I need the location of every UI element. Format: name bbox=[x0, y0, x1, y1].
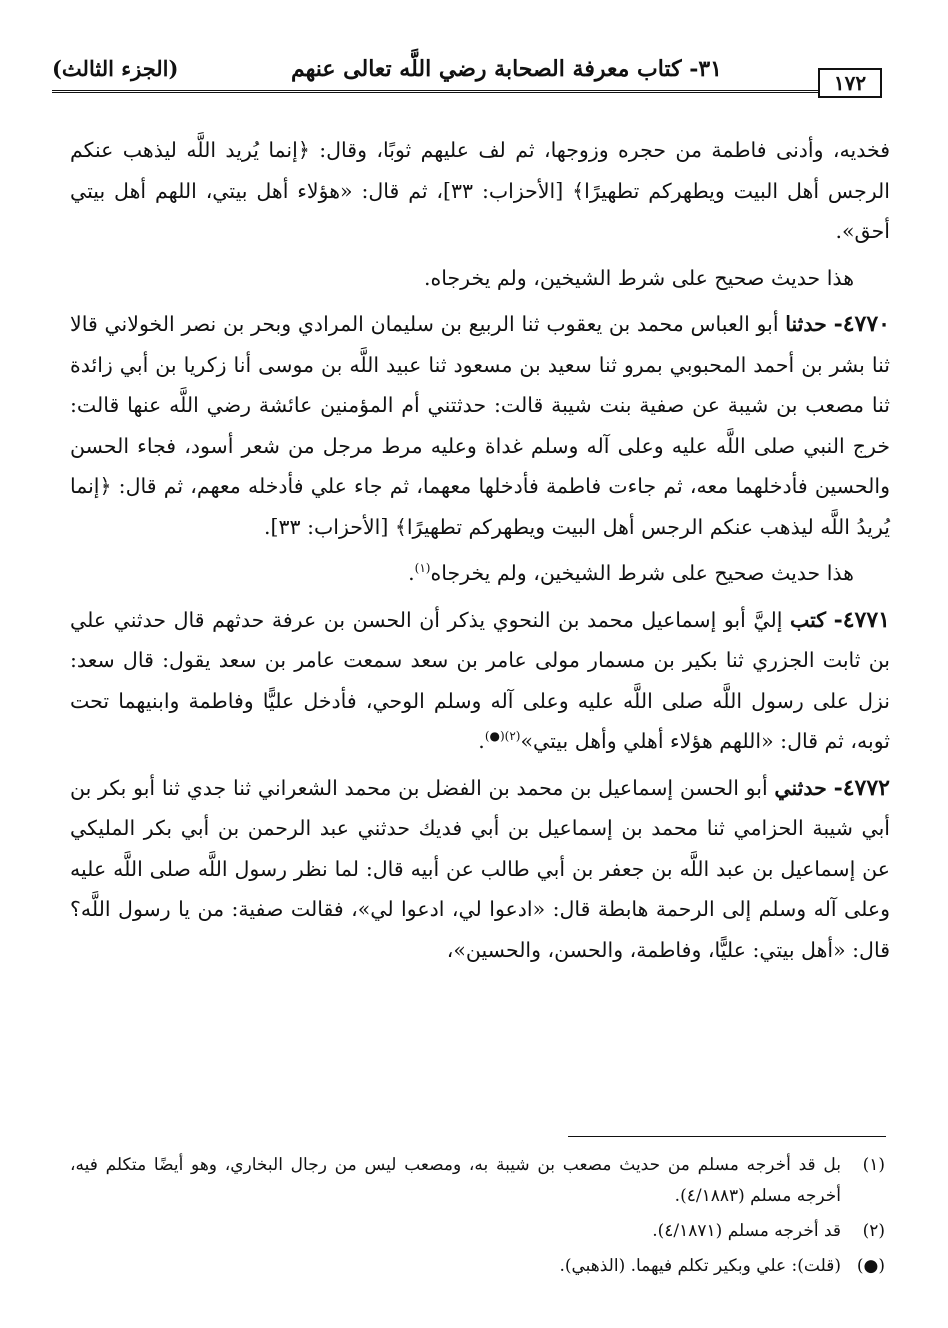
main-text bbox=[70, 130, 890, 976]
running-title: ٣١- كتاب معرفة الصحابة رضي اللَّه تعالى عنهم bbox=[290, 56, 722, 82]
footnote-text: بل قد أخرجه مسلم من حديث مصعب بن شيبة به، ومصعب ليس من رجال البخاري، وهو أيضًا متكلم فيه، أخرجه مسلم (٤/١٨٨٣). bbox=[70, 1155, 841, 1206]
hadith-lead-word: حدثنا bbox=[785, 312, 827, 336]
hadith-entry bbox=[70, 304, 890, 547]
page-number: ١٧٢ bbox=[818, 68, 882, 98]
volume-label: (الجزء الثالث) bbox=[52, 56, 179, 81]
hadith-grading bbox=[70, 553, 890, 594]
paragraph-text: فخديه، وأدنى فاطمة من حجره وزوجها، ثم لف عليهم ثوبًا، وقال: ﴿إنما يُريد اللَّه ليذهب عنكم الرجس أهل البيت ويطهركم تطهيرًا﴾ [الأحزاب: ٣٣]، ثم قال: «هؤلاء أهل بيتي، اللهم أهل بيتي أحق». bbox=[70, 138, 890, 243]
paragraph bbox=[70, 130, 890, 252]
hadith-text: أبو العباس محمد بن يعقوب ثنا الربيع بن سليمان المرادي وبحر بن نصر الخولاني قالا ثنا بشر بن أحمد المحبوبي بمرو ثنا سعيد بن مسعود ثنا عبيد اللَّه بن موسى أنا زكريا بن أبي زائدة ثنا مصعب بن شيبة عن صفية بنت شيبة قالت: حدثتني أم المؤمنين عائشة رضي اللَّه عنها قالت: خرج النبي صلى اللَّه عليه وعلى آله وسلم غداة وعليه مرط مرجل من شعر أسود، فجاء الحسن والحسين فأدخلهما معه، ثم جاءت فاطمة فأدخلها معهما، ثم جاء علي فأدخله معهم، ثم قال: ﴿إنما يُريدُ اللَّه ليذهب عنكم الرجس أهل البيت ويطهركم تطهيرًا﴾ [الأحزاب: ٣٣]. bbox=[70, 312, 890, 539]
footnotes bbox=[70, 1150, 885, 1286]
footnote-mark: (١) bbox=[862, 1155, 885, 1175]
hadith-number: ٤٧٧٠- bbox=[833, 311, 890, 337]
hadith-entry bbox=[70, 600, 890, 762]
footnote bbox=[70, 1251, 885, 1282]
footnote bbox=[70, 1216, 885, 1247]
header-divider bbox=[52, 90, 820, 93]
hadith-number: ٤٧٧١- bbox=[833, 606, 890, 633]
hadith-lead-word: حدثني bbox=[774, 775, 827, 800]
grading-text: هذا حديث صحيح على شرط الشيخين، ولم يخرجاه bbox=[430, 561, 854, 585]
hadith-number: ٤٧٧٢- bbox=[833, 774, 890, 801]
hadith-entry bbox=[70, 768, 890, 971]
grading-text: هذا حديث صحيح على شرط الشيخين، ولم يخرجاه. bbox=[423, 265, 854, 290]
footnote-divider bbox=[568, 1136, 886, 1137]
hadith-grading bbox=[70, 258, 890, 299]
footnote-text: قد أخرجه مسلم (٤/١٨٧١). bbox=[652, 1221, 841, 1241]
footnote-reference[interactable]: (٢)(●) bbox=[484, 729, 521, 744]
hadith-text: أبو الحسن إسماعيل بن محمد بن الفضل بن محمد الشعراني ثنا جدي ثنا أبو بكر بن أبي شيبة الحزامي ثنا محمد بن إسماعيل بن أبي فديك حدثني عبد الرحمن بن أبي بكر المليكي عن إسماعيل بن عبد اللَّه بن جعفر بن أبي طالب عن أبيه قال: لما نظر رسول اللَّه صلى اللَّه عليه وعلى آله وسلم إلى الرحمة هابطة قال: «ادعوا لي، ادعوا لي»، فقالت صفية: من يا رسول اللَّه؟ قال: «أهل بيتي: عليًّا، وفاطمة، والحسن، والحسين»، bbox=[70, 775, 890, 962]
footnote-mark: (●) bbox=[856, 1256, 885, 1276]
page-header bbox=[52, 46, 882, 98]
hadith-tail: . bbox=[478, 729, 485, 753]
footnote bbox=[70, 1150, 885, 1212]
footnote-mark: (٢) bbox=[862, 1221, 885, 1241]
hadith-lead-word: كتب bbox=[789, 607, 827, 632]
footnote-reference[interactable]: (١) bbox=[414, 561, 431, 576]
footnote-text: (قلت): علي وبكير تكلم فيهما. (الذهبي). bbox=[559, 1256, 841, 1276]
grading-tail: . bbox=[408, 561, 415, 585]
hadith-text: إليَّ أبو إسماعيل محمد بن النحوي يذكر أن الحسن بن عرفة حدثهم قال حدثني علي بن ثابت الجزري ثنا بكير بن مسمار مولى عامر بن سعد سمعت عامر بن سعد يقول: قال سعد: نزل على رسول اللَّه صلى اللَّه عليه وعلى آله وسلم الوحي، فأدخل عليًّا وفاطمة وابنيهما تحت ثوبه، ثم قال: «اللهم هؤلاء أهلي وأهل بيتي» bbox=[70, 607, 890, 753]
